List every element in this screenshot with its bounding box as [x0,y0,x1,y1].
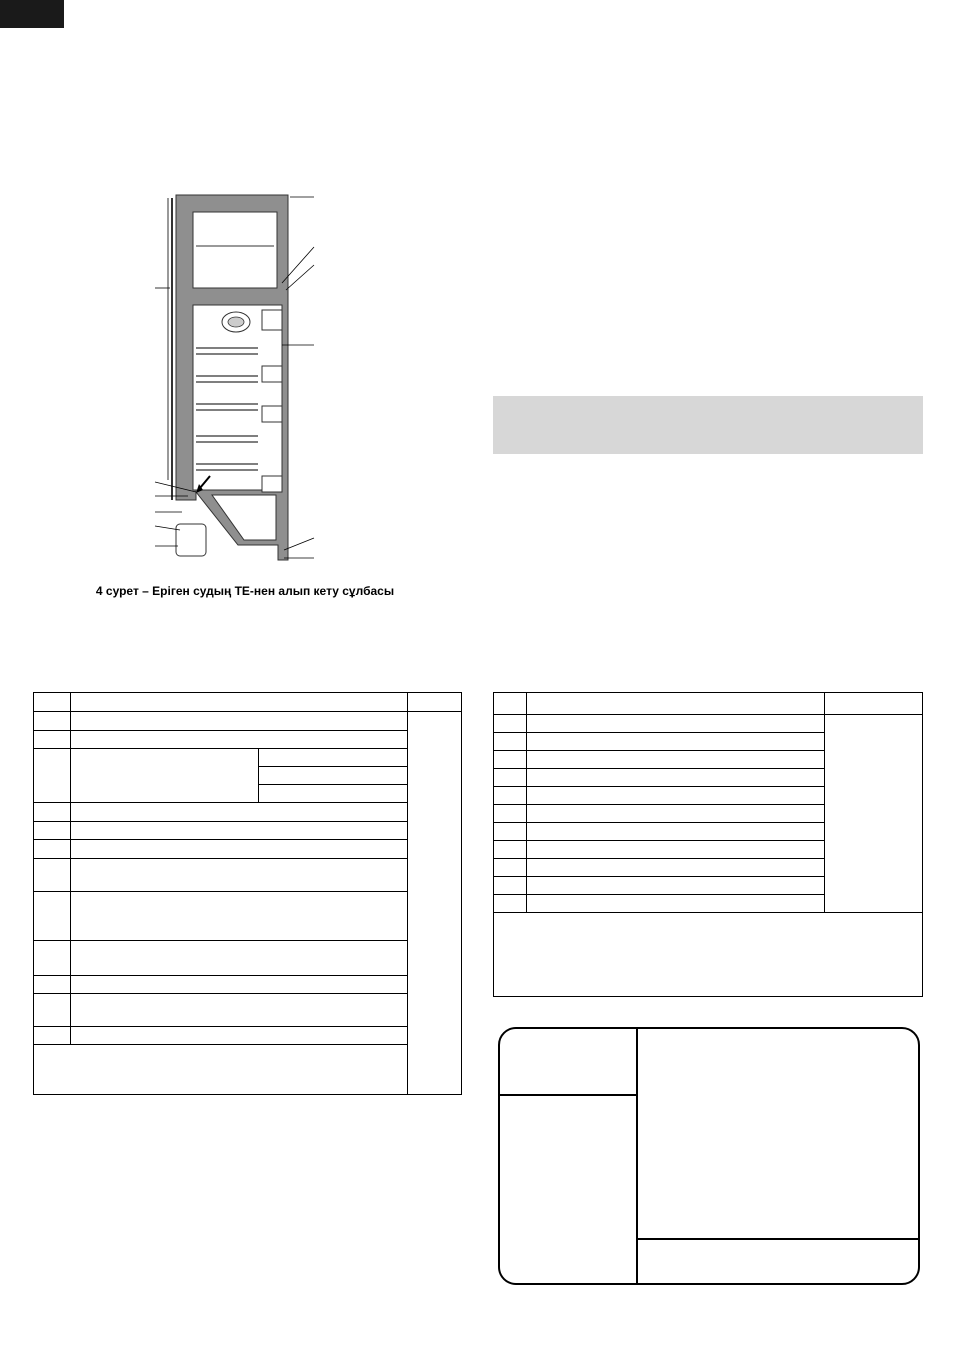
table-cell [527,841,825,859]
table-note-cell [34,1045,462,1095]
figure-caption: 4 сурет – Еріген судың ТЕ-нен алып кету сұлбасы [95,584,395,598]
table-cell [527,859,825,877]
table-cell [494,859,527,877]
refrigerator-diagram [140,180,340,585]
table-cell [494,805,527,823]
table-note-cell [494,913,923,997]
table-cell [34,994,71,1027]
table-cell [34,822,71,840]
table-cell [71,749,259,803]
gray-heading-bar [493,396,923,454]
table-cell [71,822,408,840]
table-cell [527,895,825,913]
table-cell [494,769,527,787]
table-cell [494,895,527,913]
table-cell [825,693,923,715]
table-cell [34,840,71,859]
table-cell [71,994,408,1027]
table-cell [71,892,408,941]
table-cell [34,803,71,822]
info-block-divider-left [500,1094,637,1096]
table-cell [494,733,527,751]
table-cell [494,693,527,715]
table-cell [71,1027,408,1045]
table-cell [71,803,408,822]
info-block-divider-right [637,1238,918,1240]
table-cell [494,715,527,733]
table-cell [71,840,408,859]
right-spec-table [493,692,923,997]
table-cell [408,712,462,1095]
page-corner-tab [0,0,64,28]
table-cell [71,712,408,731]
table-cell [527,751,825,769]
table-cell [527,877,825,895]
table-cell [34,892,71,941]
info-block-divider-vertical [636,1029,638,1283]
table-cell [71,731,408,749]
table-cell [527,805,825,823]
table-cell [71,693,408,712]
table-cell [34,976,71,994]
table-cell [494,787,527,805]
table-cell [494,751,527,769]
table-cell [34,941,71,976]
table-cell [71,941,408,976]
table-cell [408,693,462,712]
table-cell [527,733,825,751]
table-cell [34,712,71,731]
table-cell [34,1027,71,1045]
info-block [498,1027,920,1285]
table-cell [494,877,527,895]
table-cell [527,715,825,733]
table-cell [527,769,825,787]
left-spec-table [33,692,462,1095]
table-cell [71,859,408,892]
table-cell [71,976,408,994]
table-cell [527,693,825,715]
table-cell [259,767,408,785]
table-cell [527,823,825,841]
table-cell [494,823,527,841]
table-cell [34,693,71,712]
table-cell [34,731,71,749]
table-cell [34,859,71,892]
table-cell [259,749,408,767]
table-cell [259,785,408,803]
table-cell [825,715,923,913]
table-cell [494,841,527,859]
table-cell [527,787,825,805]
table-cell [34,749,71,803]
